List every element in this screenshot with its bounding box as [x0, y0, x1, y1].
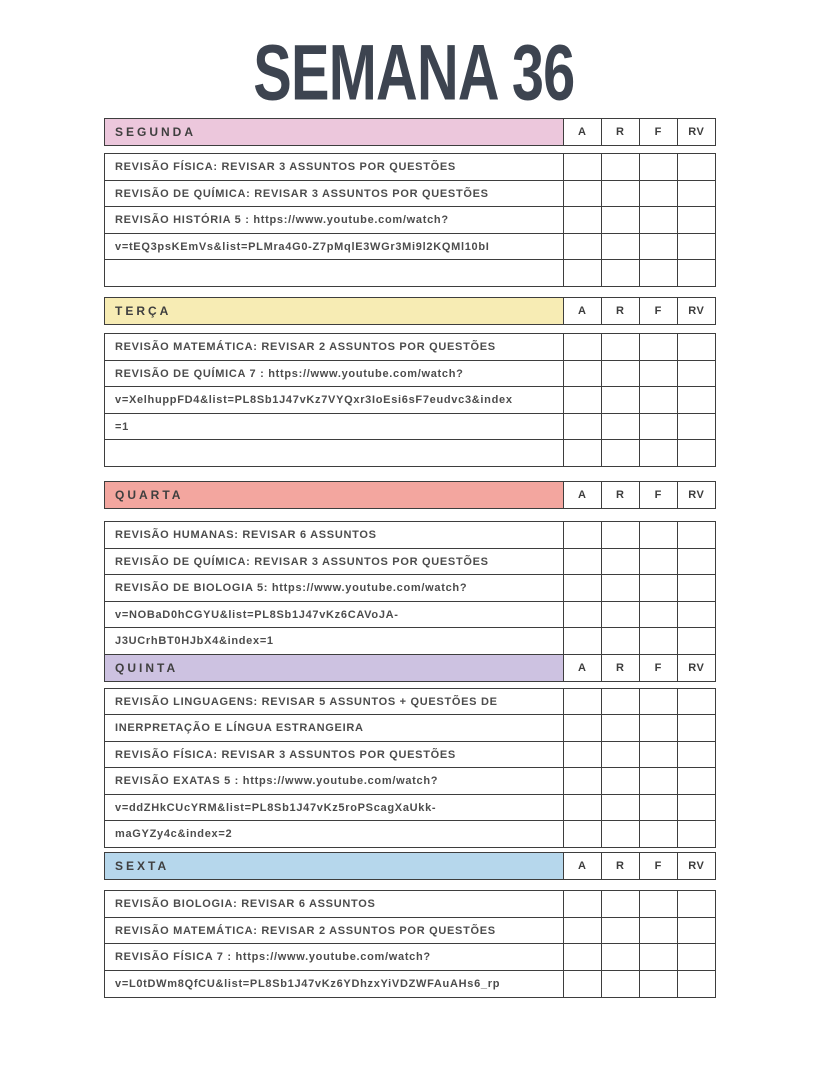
check-cell-rv[interactable]	[677, 521, 717, 549]
task-label: v=L0tDWm8QfCU&list=PL8Sb1J47vKz6YDhzxYiVDZWFAuAHs6_rp	[104, 970, 564, 998]
check-cell-f[interactable]	[639, 333, 679, 361]
title-area	[0, 0, 828, 118]
check-cell-a[interactable]	[563, 413, 603, 441]
check-cell-r[interactable]	[601, 714, 641, 742]
check-cell-a[interactable]	[563, 741, 603, 769]
check-cell-rv[interactable]	[677, 917, 717, 945]
column-header-f: F	[639, 852, 679, 880]
column-header-a: A	[563, 297, 603, 325]
task-label: REVISÃO HUMANAS: REVISAR 6 ASSUNTOS	[104, 521, 564, 549]
check-cell-r[interactable]	[601, 360, 641, 388]
task-row	[104, 548, 726, 576]
day-header-row-quinta	[104, 654, 726, 682]
task-row	[104, 233, 726, 261]
column-header-f: F	[639, 118, 679, 146]
day-section-sexta	[104, 852, 726, 998]
task-row	[104, 180, 726, 208]
task-row	[104, 439, 726, 467]
check-cell-r[interactable]	[601, 153, 641, 181]
column-header-f: F	[639, 297, 679, 325]
task-label: REVISÃO BIOLOGIA: REVISAR 6 ASSUNTOS	[104, 890, 564, 918]
check-cell-f[interactable]	[639, 970, 679, 998]
day-section-quinta	[104, 654, 726, 849]
day-header-row-sexta	[104, 852, 726, 880]
check-cell-r[interactable]	[601, 333, 641, 361]
check-cell-rv[interactable]	[677, 820, 717, 848]
check-cell-f[interactable]	[639, 917, 679, 945]
header-gap	[104, 880, 726, 890]
column-header-rv: RV	[677, 852, 717, 880]
check-cell-r[interactable]	[601, 917, 641, 945]
task-row	[104, 574, 726, 602]
check-cell-a[interactable]	[563, 890, 603, 918]
check-cell-a[interactable]	[563, 521, 603, 549]
check-cell-r[interactable]	[601, 767, 641, 795]
task-row	[104, 413, 726, 441]
task-label	[104, 259, 564, 287]
check-cell-f[interactable]	[639, 413, 679, 441]
check-cell-f[interactable]	[639, 601, 679, 629]
check-cell-r[interactable]	[601, 688, 641, 716]
check-cell-f[interactable]	[639, 439, 679, 467]
task-label: REVISÃO LINGUAGENS: REVISAR 5 ASSUNTOS + QUESTÕES DE	[104, 688, 564, 716]
task-label: REVISÃO FÍSICA: REVISAR 3 ASSUNTOS POR QUESTÕES	[104, 153, 564, 181]
check-cell-rv[interactable]	[677, 386, 717, 414]
check-cell-f[interactable]	[639, 794, 679, 822]
check-cell-r[interactable]	[601, 794, 641, 822]
column-header-r: R	[601, 654, 641, 682]
check-cell-f[interactable]	[639, 233, 679, 261]
check-cell-a[interactable]	[563, 601, 603, 629]
task-label: J3UCrhBT0HJbX4&index=1	[104, 627, 564, 655]
check-cell-r[interactable]	[601, 180, 641, 208]
check-cell-a[interactable]	[563, 688, 603, 716]
check-cell-a[interactable]	[563, 153, 603, 181]
day-header-row-segunda	[104, 118, 726, 146]
task-row	[104, 820, 726, 848]
task-label: REVISÃO HISTÓRIA 5 : https://www.youtube.com/watch?	[104, 206, 564, 234]
check-cell-r[interactable]	[601, 548, 641, 576]
check-cell-rv[interactable]	[677, 714, 717, 742]
check-cell-rv[interactable]	[677, 180, 717, 208]
task-row	[104, 688, 726, 716]
day-section-quarta	[104, 481, 726, 655]
task-row	[104, 943, 726, 971]
check-cell-a[interactable]	[563, 794, 603, 822]
check-cell-r[interactable]	[601, 820, 641, 848]
task-row	[104, 333, 726, 361]
check-cell-f[interactable]	[639, 627, 679, 655]
task-label: v=XelhuppFD4&list=PL8Sb1J47vKz7VYQxr3IoEsi6sF7eudvc3&index	[104, 386, 564, 414]
check-cell-r[interactable]	[601, 259, 641, 287]
check-cell-a[interactable]	[563, 574, 603, 602]
check-cell-f[interactable]	[639, 820, 679, 848]
task-label: REVISÃO EXATAS 5 : https://www.youtube.com/watch?	[104, 767, 564, 795]
check-cell-f[interactable]	[639, 548, 679, 576]
day-label-quarta: QUARTA	[104, 481, 564, 509]
column-header-rv: RV	[677, 654, 717, 682]
check-cell-rv[interactable]	[677, 439, 717, 467]
check-cell-a[interactable]	[563, 180, 603, 208]
check-cell-rv[interactable]	[677, 890, 717, 918]
header-gap	[104, 325, 726, 333]
column-header-rv: RV	[677, 297, 717, 325]
task-label: maGYZy4c&index=2	[104, 820, 564, 848]
task-row	[104, 714, 726, 742]
check-cell-f[interactable]	[639, 206, 679, 234]
check-cell-a[interactable]	[563, 259, 603, 287]
task-label: REVISÃO MATEMÁTICA: REVISAR 2 ASSUNTOS POR QUESTÕES	[104, 917, 564, 945]
check-cell-f[interactable]	[639, 180, 679, 208]
column-header-a: A	[563, 481, 603, 509]
check-cell-r[interactable]	[601, 521, 641, 549]
check-cell-r[interactable]	[601, 439, 641, 467]
check-cell-r[interactable]	[601, 413, 641, 441]
task-label: v=tEQ3psKEmVs&list=PLMra4G0-Z7pMqlE3WGr3Mi9l2KQMl10bI	[104, 233, 564, 261]
check-cell-r[interactable]	[601, 627, 641, 655]
check-cell-f[interactable]	[639, 574, 679, 602]
task-row	[104, 917, 726, 945]
check-cell-f[interactable]	[639, 521, 679, 549]
column-header-rv: RV	[677, 118, 717, 146]
task-row	[104, 153, 726, 181]
check-cell-rv[interactable]	[677, 688, 717, 716]
column-header-a: A	[563, 654, 603, 682]
task-row	[104, 360, 726, 388]
task-label	[104, 439, 564, 467]
check-cell-rv[interactable]	[677, 601, 717, 629]
check-cell-r[interactable]	[601, 890, 641, 918]
check-cell-f[interactable]	[639, 153, 679, 181]
task-label: INERPRETAÇÃO E LÍNGUA ESTRANGEIRA	[104, 714, 564, 742]
check-cell-rv[interactable]	[677, 943, 717, 971]
check-cell-a[interactable]	[563, 439, 603, 467]
task-label: REVISÃO DE QUÍMICA 7 : https://www.youtube.com/watch?	[104, 360, 564, 388]
column-header-r: R	[601, 481, 641, 509]
check-cell-rv[interactable]	[677, 741, 717, 769]
check-cell-rv[interactable]	[677, 794, 717, 822]
day-label-quinta: QUINTA	[104, 654, 564, 682]
page-title: SEMANA 36	[253, 28, 575, 117]
check-cell-a[interactable]	[563, 627, 603, 655]
check-cell-a[interactable]	[563, 333, 603, 361]
day-label-sexta: SEXTA	[104, 852, 564, 880]
check-cell-a[interactable]	[563, 548, 603, 576]
check-cell-f[interactable]	[639, 943, 679, 971]
task-row	[104, 601, 726, 629]
check-cell-rv[interactable]	[677, 259, 717, 287]
column-header-rv: RV	[677, 481, 717, 509]
task-label: =1	[104, 413, 564, 441]
task-label: REVISÃO FÍSICA: REVISAR 3 ASSUNTOS POR QUESTÕES	[104, 741, 564, 769]
check-cell-a[interactable]	[563, 943, 603, 971]
week-schedule-table	[104, 118, 726, 998]
check-cell-a[interactable]	[563, 970, 603, 998]
task-row	[104, 767, 726, 795]
day-header-row-terca	[104, 297, 726, 325]
check-cell-rv[interactable]	[677, 206, 717, 234]
check-cell-rv[interactable]	[677, 233, 717, 261]
check-cell-a[interactable]	[563, 233, 603, 261]
task-label: REVISÃO FÍSICA 7 : https://www.youtube.com/watch?	[104, 943, 564, 971]
task-row	[104, 890, 726, 918]
check-cell-rv[interactable]	[677, 153, 717, 181]
task-row	[104, 741, 726, 769]
column-header-f: F	[639, 654, 679, 682]
check-cell-rv[interactable]	[677, 413, 717, 441]
check-cell-a[interactable]	[563, 917, 603, 945]
day-label-terca: TERÇA	[104, 297, 564, 325]
check-cell-a[interactable]	[563, 206, 603, 234]
check-cell-rv[interactable]	[677, 627, 717, 655]
task-label: REVISÃO MATEMÁTICA: REVISAR 2 ASSUNTOS POR QUESTÕES	[104, 333, 564, 361]
check-cell-r[interactable]	[601, 386, 641, 414]
check-cell-f[interactable]	[639, 688, 679, 716]
task-label: v=ddZHkCUcYRM&list=PL8Sb1J47vKz5roPScagXaUkk-	[104, 794, 564, 822]
task-label: REVISÃO DE QUÍMICA: REVISAR 3 ASSUNTOS POR QUESTÕES	[104, 180, 564, 208]
check-cell-rv[interactable]	[677, 574, 717, 602]
check-cell-a[interactable]	[563, 767, 603, 795]
task-row	[104, 521, 726, 549]
task-row	[104, 970, 726, 998]
check-cell-a[interactable]	[563, 714, 603, 742]
column-header-r: R	[601, 118, 641, 146]
check-cell-rv[interactable]	[677, 548, 717, 576]
check-cell-f[interactable]	[639, 386, 679, 414]
column-header-r: R	[601, 297, 641, 325]
check-cell-r[interactable]	[601, 574, 641, 602]
check-cell-rv[interactable]	[677, 360, 717, 388]
check-cell-r[interactable]	[601, 741, 641, 769]
header-gap	[104, 509, 726, 521]
check-cell-r[interactable]	[601, 206, 641, 234]
day-header-row-quarta	[104, 481, 726, 509]
check-cell-rv[interactable]	[677, 333, 717, 361]
day-section-segunda	[104, 118, 726, 287]
check-cell-rv[interactable]	[677, 970, 717, 998]
column-header-a: A	[563, 118, 603, 146]
check-cell-f[interactable]	[639, 890, 679, 918]
column-header-f: F	[639, 481, 679, 509]
day-label-segunda: SEGUNDA	[104, 118, 564, 146]
task-row	[104, 386, 726, 414]
header-gap	[104, 146, 726, 153]
task-label: REVISÃO DE QUÍMICA: REVISAR 3 ASSUNTOS POR QUESTÕES	[104, 548, 564, 576]
task-row	[104, 206, 726, 234]
check-cell-r[interactable]	[601, 970, 641, 998]
task-row	[104, 259, 726, 287]
check-cell-r[interactable]	[601, 601, 641, 629]
day-section-terca	[104, 297, 726, 467]
task-row	[104, 627, 726, 655]
task-label: REVISÃO DE BIOLOGIA 5: https://www.youtube.com/watch?	[104, 574, 564, 602]
column-header-r: R	[601, 852, 641, 880]
task-row	[104, 794, 726, 822]
column-header-a: A	[563, 852, 603, 880]
check-cell-a[interactable]	[563, 820, 603, 848]
check-cell-a[interactable]	[563, 386, 603, 414]
check-cell-f[interactable]	[639, 741, 679, 769]
check-cell-r[interactable]	[601, 943, 641, 971]
check-cell-r[interactable]	[601, 233, 641, 261]
check-cell-rv[interactable]	[677, 767, 717, 795]
task-label: v=NOBaD0hCGYU&list=PL8Sb1J47vKz6CAVoJA-	[104, 601, 564, 629]
check-cell-f[interactable]	[639, 767, 679, 795]
check-cell-f[interactable]	[639, 259, 679, 287]
check-cell-f[interactable]	[639, 360, 679, 388]
check-cell-f[interactable]	[639, 714, 679, 742]
check-cell-a[interactable]	[563, 360, 603, 388]
